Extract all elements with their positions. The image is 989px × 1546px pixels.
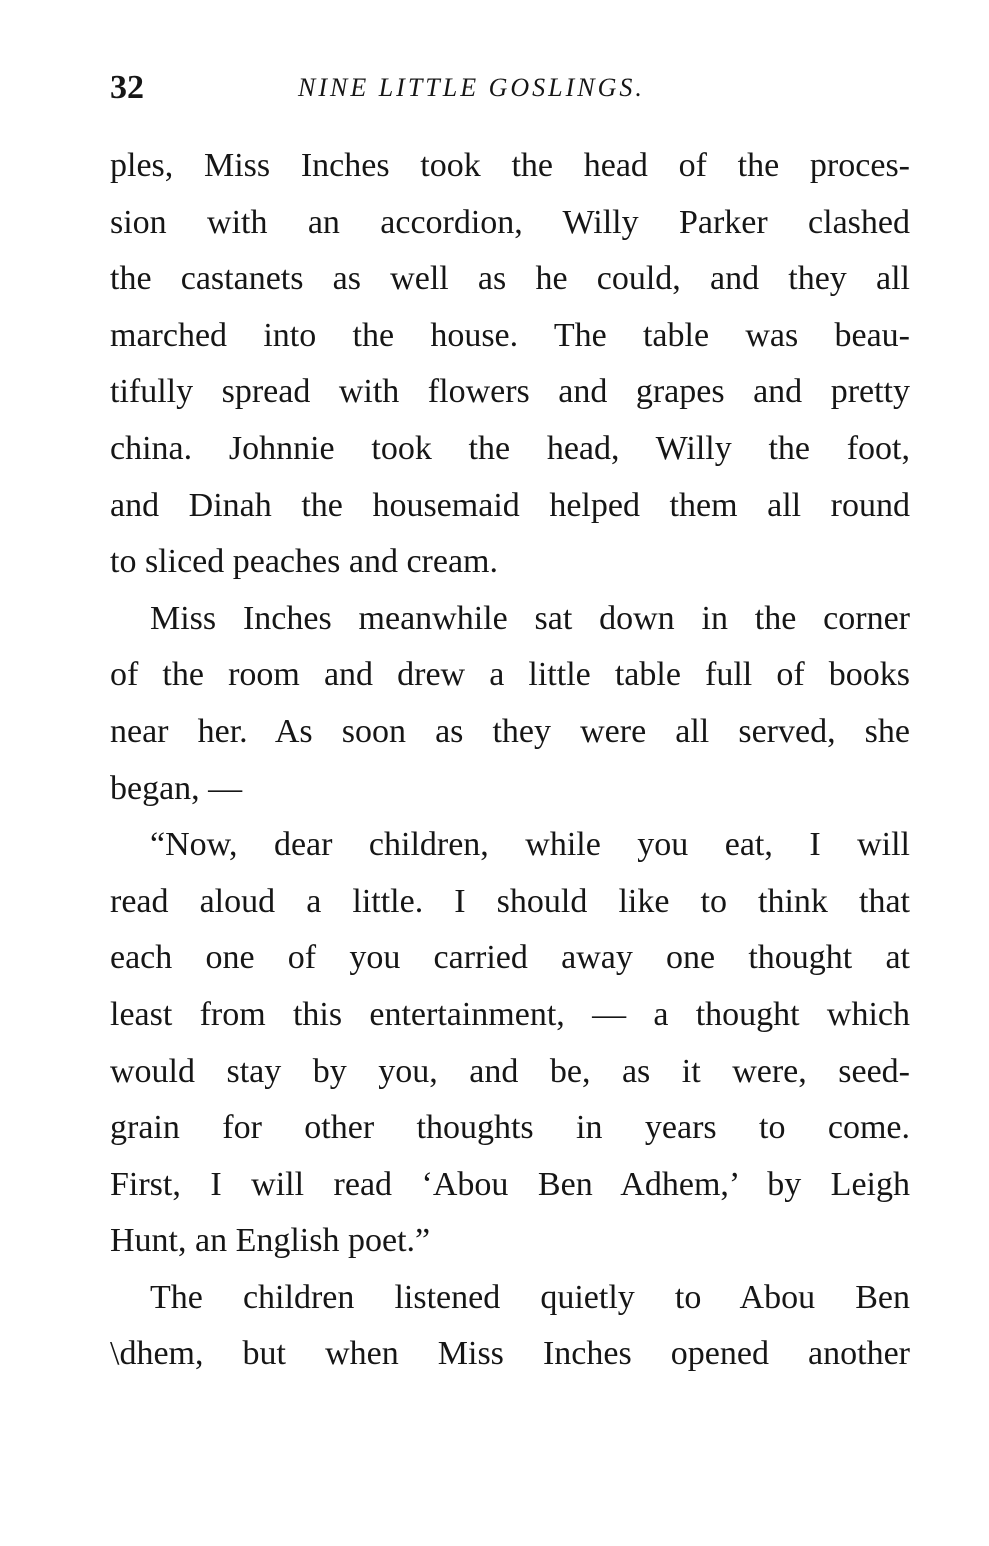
text-line: least from this entertainment, — a thought which: [110, 995, 910, 1033]
text-line: marched into the house. The table was beau-: [110, 316, 910, 354]
text-line: of the room and drew a little table full of books: [110, 656, 910, 694]
text-line: First, I will read ‘Abou Ben Adhem,’ by Leigh: [110, 1165, 910, 1203]
text-line: each one of you carried away one thought at: [110, 939, 910, 977]
book-title: NINE LITTLE GOSLINGS.: [298, 73, 645, 102]
text-line: near her. As soon as they were all served, she: [110, 712, 910, 750]
text-line: \dhem, but when Miss Inches opened another: [110, 1335, 910, 1373]
text-line: tifully spread with flowers and grapes and pretty: [110, 373, 910, 411]
text-line: the castanets as well as he could, and they all: [110, 260, 910, 298]
page-number: 32: [110, 69, 144, 106]
text-line: Hunt, an English poet.”: [110, 1222, 431, 1260]
text-line: china. Johnnie took the head, Willy the foot,: [110, 429, 910, 467]
text-line: and Dinah the housemaid helped them all round: [110, 486, 910, 524]
text-line: would stay by you, and be, as it were, seed-: [110, 1052, 910, 1090]
text-line: sion with an accordion, Willy Parker clashed: [110, 203, 910, 241]
text-line: read aloud a little. I should like to think that: [110, 882, 910, 920]
text-line: grain for other thoughts in years to come.: [110, 1109, 910, 1147]
text-line: began, —: [110, 769, 243, 807]
text-line: ples, Miss Inches took the head of the proces-: [110, 147, 910, 184]
text-line: Miss Inches meanwhile sat down in the corner: [150, 599, 910, 637]
text-line: The children listened quietly to Abou Ben: [150, 1278, 910, 1316]
running-head: [110, 66, 910, 110]
body-text: [110, 138, 910, 1383]
text-line: to sliced peaches and cream.: [110, 543, 498, 581]
text-line: “Now, dear children, while you eat, I will: [150, 826, 910, 864]
